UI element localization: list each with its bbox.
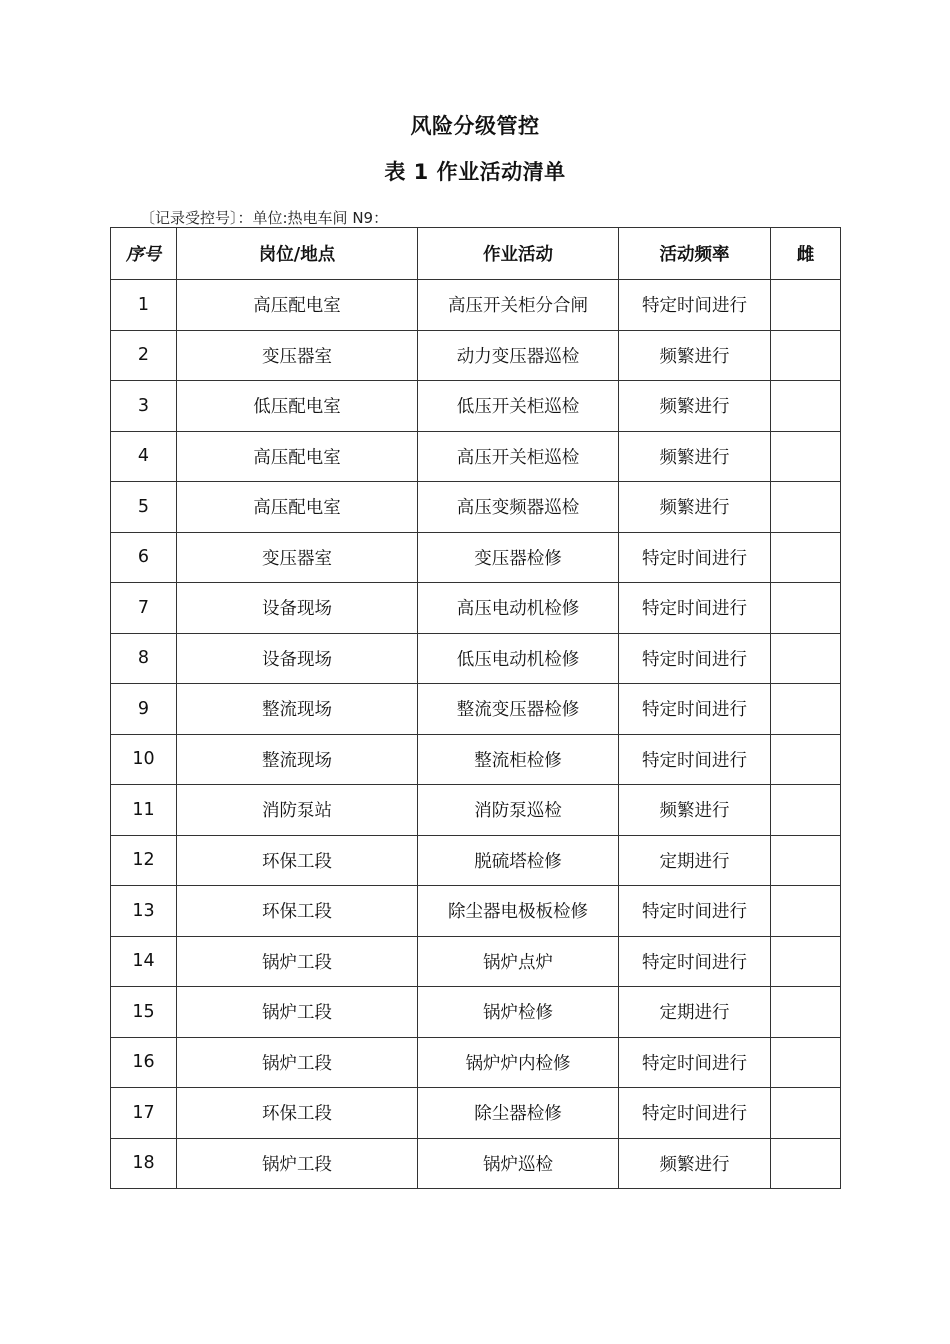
cell-extra	[771, 684, 841, 735]
cell-index: 8	[111, 633, 177, 684]
cell-index: 4	[111, 431, 177, 482]
cell-extra	[771, 936, 841, 987]
cell-extra	[771, 1037, 841, 1088]
cell-location: 变压器室	[177, 330, 418, 381]
cell-frequency: 频繁进行	[619, 381, 771, 432]
cell-extra	[771, 1088, 841, 1139]
cell-index: 12	[111, 835, 177, 886]
cell-extra	[771, 633, 841, 684]
table-row	[111, 482, 841, 533]
cell-index: 10	[111, 734, 177, 785]
table-row	[111, 431, 841, 482]
table-row	[111, 381, 841, 432]
cell-frequency: 频繁进行	[619, 431, 771, 482]
cell-activity: 高压开关柜分合闸	[418, 280, 619, 331]
cell-extra	[771, 785, 841, 836]
table-row	[111, 785, 841, 836]
cell-activity: 脱硫塔检修	[418, 835, 619, 886]
cell-location: 设备现场	[177, 633, 418, 684]
cell-location: 高压配电室	[177, 482, 418, 533]
cell-extra	[771, 583, 841, 634]
cell-activity: 动力变压器巡检	[418, 330, 619, 381]
cell-index: 14	[111, 936, 177, 987]
table-row	[111, 835, 841, 886]
cell-frequency: 特定时间进行	[619, 532, 771, 583]
header-frequency: 活动频率	[619, 228, 771, 280]
cell-activity: 锅炉炉内检修	[418, 1037, 619, 1088]
cell-index: 18	[111, 1138, 177, 1189]
activity-table	[110, 227, 841, 1189]
cell-index: 2	[111, 330, 177, 381]
cell-extra	[771, 431, 841, 482]
cell-index: 6	[111, 532, 177, 583]
cell-frequency: 频繁进行	[619, 482, 771, 533]
cell-index: 11	[111, 785, 177, 836]
table-header-row	[111, 228, 841, 280]
cell-extra	[771, 835, 841, 886]
cell-index: 13	[111, 886, 177, 937]
table-row	[111, 633, 841, 684]
cell-activity: 高压开关柜巡检	[418, 431, 619, 482]
cell-frequency: 特定时间进行	[619, 684, 771, 735]
table-row	[111, 734, 841, 785]
cell-index: 15	[111, 987, 177, 1038]
cell-frequency: 定期进行	[619, 987, 771, 1038]
cell-activity: 高压变频器巡检	[418, 482, 619, 533]
cell-activity: 锅炉巡检	[418, 1138, 619, 1189]
cell-frequency: 定期进行	[619, 835, 771, 886]
cell-activity: 低压开关柜巡检	[418, 381, 619, 432]
cell-extra	[771, 280, 841, 331]
cell-frequency: 特定时间进行	[619, 734, 771, 785]
cell-frequency: 特定时间进行	[619, 1088, 771, 1139]
cell-index: 16	[111, 1037, 177, 1088]
cell-extra	[771, 734, 841, 785]
cell-index: 7	[111, 583, 177, 634]
cell-location: 环保工段	[177, 886, 418, 937]
table-row	[111, 1138, 841, 1189]
cell-location: 环保工段	[177, 835, 418, 886]
table-row	[111, 280, 841, 331]
cell-extra	[771, 482, 841, 533]
cell-location: 低压配电室	[177, 381, 418, 432]
cell-activity: 锅炉点炉	[418, 936, 619, 987]
cell-extra	[771, 886, 841, 937]
cell-location: 整流现场	[177, 684, 418, 735]
table-title: 表 1 作业活动清单	[384, 160, 566, 184]
cell-frequency: 特定时间进行	[619, 886, 771, 937]
cell-activity: 整流变压器检修	[418, 684, 619, 735]
table-row	[111, 684, 841, 735]
page-title: 风险分级管控	[410, 114, 540, 138]
cell-activity: 高压电动机检修	[418, 583, 619, 634]
cell-frequency: 频繁进行	[619, 785, 771, 836]
cell-location: 锅炉工段	[177, 987, 418, 1038]
cell-extra	[771, 1138, 841, 1189]
cell-location: 环保工段	[177, 1088, 418, 1139]
cell-location: 整流现场	[177, 734, 418, 785]
cell-index: 5	[111, 482, 177, 533]
cell-activity: 整流柜检修	[418, 734, 619, 785]
cell-index: 3	[111, 381, 177, 432]
table-row	[111, 583, 841, 634]
cell-frequency: 特定时间进行	[619, 1037, 771, 1088]
cell-location: 变压器室	[177, 532, 418, 583]
table-row	[111, 936, 841, 987]
cell-frequency: 特定时间进行	[619, 936, 771, 987]
cell-frequency: 特定时间进行	[619, 633, 771, 684]
header-index: 序号	[111, 228, 177, 280]
table-row	[111, 1088, 841, 1139]
cell-location: 锅炉工段	[177, 936, 418, 987]
cell-activity: 低压电动机检修	[418, 633, 619, 684]
cell-location: 消防泵站	[177, 785, 418, 836]
cell-frequency: 特定时间进行	[619, 583, 771, 634]
cell-location: 锅炉工段	[177, 1037, 418, 1088]
table-row	[111, 1037, 841, 1088]
cell-extra	[771, 381, 841, 432]
cell-frequency: 特定时间进行	[619, 280, 771, 331]
cell-index: 9	[111, 684, 177, 735]
cell-extra	[771, 532, 841, 583]
cell-frequency: 频繁进行	[619, 330, 771, 381]
header-extra: 雌	[771, 228, 841, 280]
cell-activity: 除尘器检修	[418, 1088, 619, 1139]
cell-activity: 除尘器电极板检修	[418, 886, 619, 937]
record-control-line: 〔记录受控号〕：单位:热电车间 N9：	[140, 209, 389, 227]
cell-frequency: 频繁进行	[619, 1138, 771, 1189]
cell-activity: 消防泵巡检	[418, 785, 619, 836]
cell-activity: 锅炉检修	[418, 987, 619, 1038]
cell-extra	[771, 330, 841, 381]
header-location: 岗位/地点	[177, 228, 418, 280]
cell-location: 高压配电室	[177, 431, 418, 482]
cell-index: 1	[111, 280, 177, 331]
table-row	[111, 886, 841, 937]
header-activity: 作业活动	[418, 228, 619, 280]
cell-location: 锅炉工段	[177, 1138, 418, 1189]
cell-location: 高压配电室	[177, 280, 418, 331]
cell-index: 17	[111, 1088, 177, 1139]
table-row	[111, 987, 841, 1038]
table-row	[111, 532, 841, 583]
table-row	[111, 330, 841, 381]
cell-activity: 变压器检修	[418, 532, 619, 583]
cell-extra	[771, 987, 841, 1038]
cell-location: 设备现场	[177, 583, 418, 634]
